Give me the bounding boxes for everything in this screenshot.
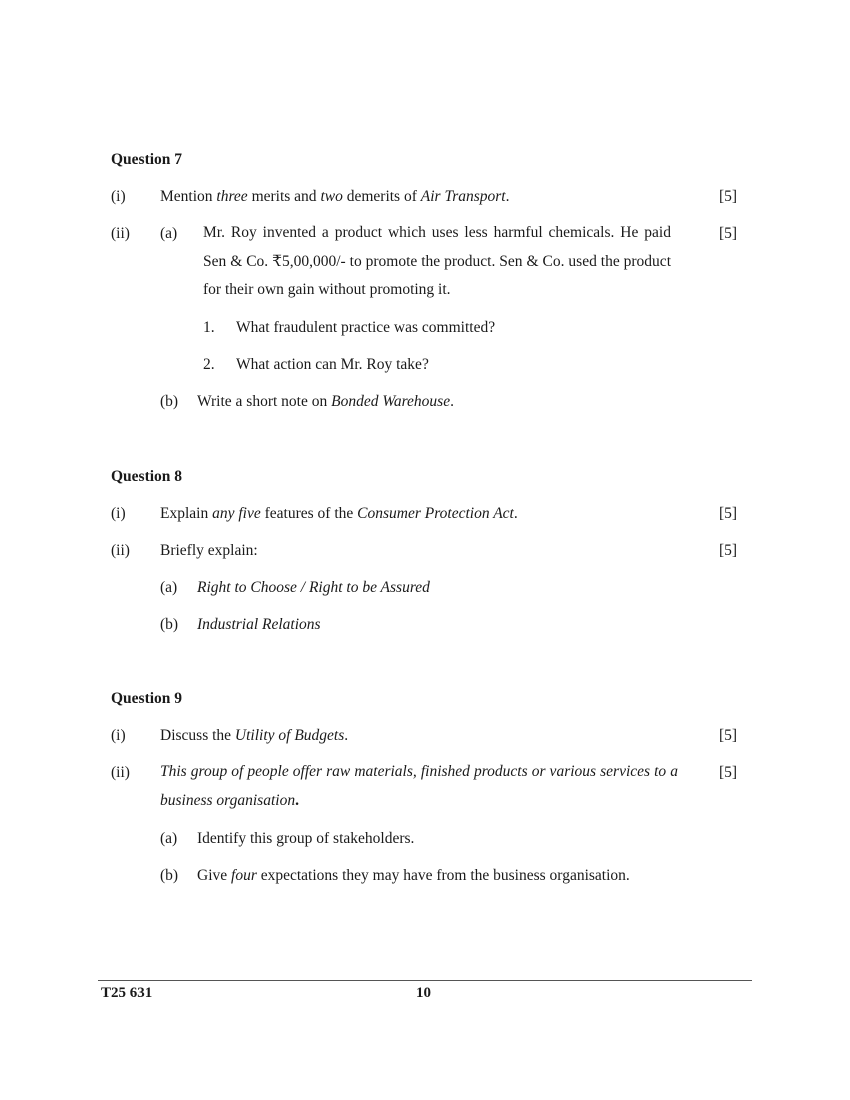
q7-ii-a-sub2-num: 2. [203,356,215,373]
question-7-heading: Question 7 [111,151,183,168]
question-9-heading: Question 9 [111,690,183,707]
q9-ii-text: This group of people offer raw materials, finished products or various services to a business organisation. [160,763,678,809]
q9-ii-marks: [5] [719,764,738,781]
q7-ii-a-label: (a) [160,225,178,242]
page-number: 10 [416,985,431,1001]
q7-ii-a-sub1-num: 1. [203,319,215,336]
q9-ii-label: (ii) [111,764,130,781]
q8-ii-text: Briefly explain: [160,542,258,559]
q7-i-marks: [5] [719,188,738,205]
q7-ii-a-sub2-text: What action can Mr. Roy take? [236,356,429,373]
q7-i-text: Mention three merits and two demerits of Air Transport. [160,188,510,205]
q8-i-label: (i) [111,505,126,522]
q7-ii-label: (ii) [111,225,130,242]
q8-ii-label: (ii) [111,542,130,559]
q7-ii-b-text: Write a short note on Bonded Warehouse. [197,393,454,410]
footer-divider [98,980,752,981]
q8-ii-b-text: Industrial Relations [197,616,321,633]
q8-ii-a-label: (a) [160,579,178,596]
q7-ii-a-sub1-text: What fraudulent practice was committed? [236,319,496,336]
q8-i-marks: [5] [719,505,738,522]
q8-i-text: Explain any five features of the Consumer Protection Act. [160,505,518,522]
q9-i-label: (i) [111,727,126,744]
q8-ii-b-label: (b) [160,616,179,633]
q7-i-label: (i) [111,188,126,205]
question-8-heading: Question 8 [111,468,183,485]
q9-i-text: Discuss the Utility of Budgets. [160,727,349,744]
q7-ii-a-text: Mr. Roy invented a product which uses less harmful chemicals. He paid Sen & Co. ₹5,00,000/- to promote the product. Sen & Co. used the product for their own gain without promoting it. [203,224,671,298]
q8-ii-a-text: Right to Choose / Right to be Assured [197,579,430,596]
q9-ii-b-text: Give four expectations they may have from the business organisation. [197,867,630,884]
q7-ii-marks: [5] [719,225,738,242]
q9-i-marks: [5] [719,727,738,744]
q7-ii-b-label: (b) [160,393,179,410]
q8-ii-marks: [5] [719,542,738,559]
paper-code: T25 631 [101,985,153,1001]
q9-ii-a-label: (a) [160,830,178,847]
q9-ii-b-label: (b) [160,867,179,884]
q9-ii-a-text: Identify this group of stakeholders. [197,830,415,847]
